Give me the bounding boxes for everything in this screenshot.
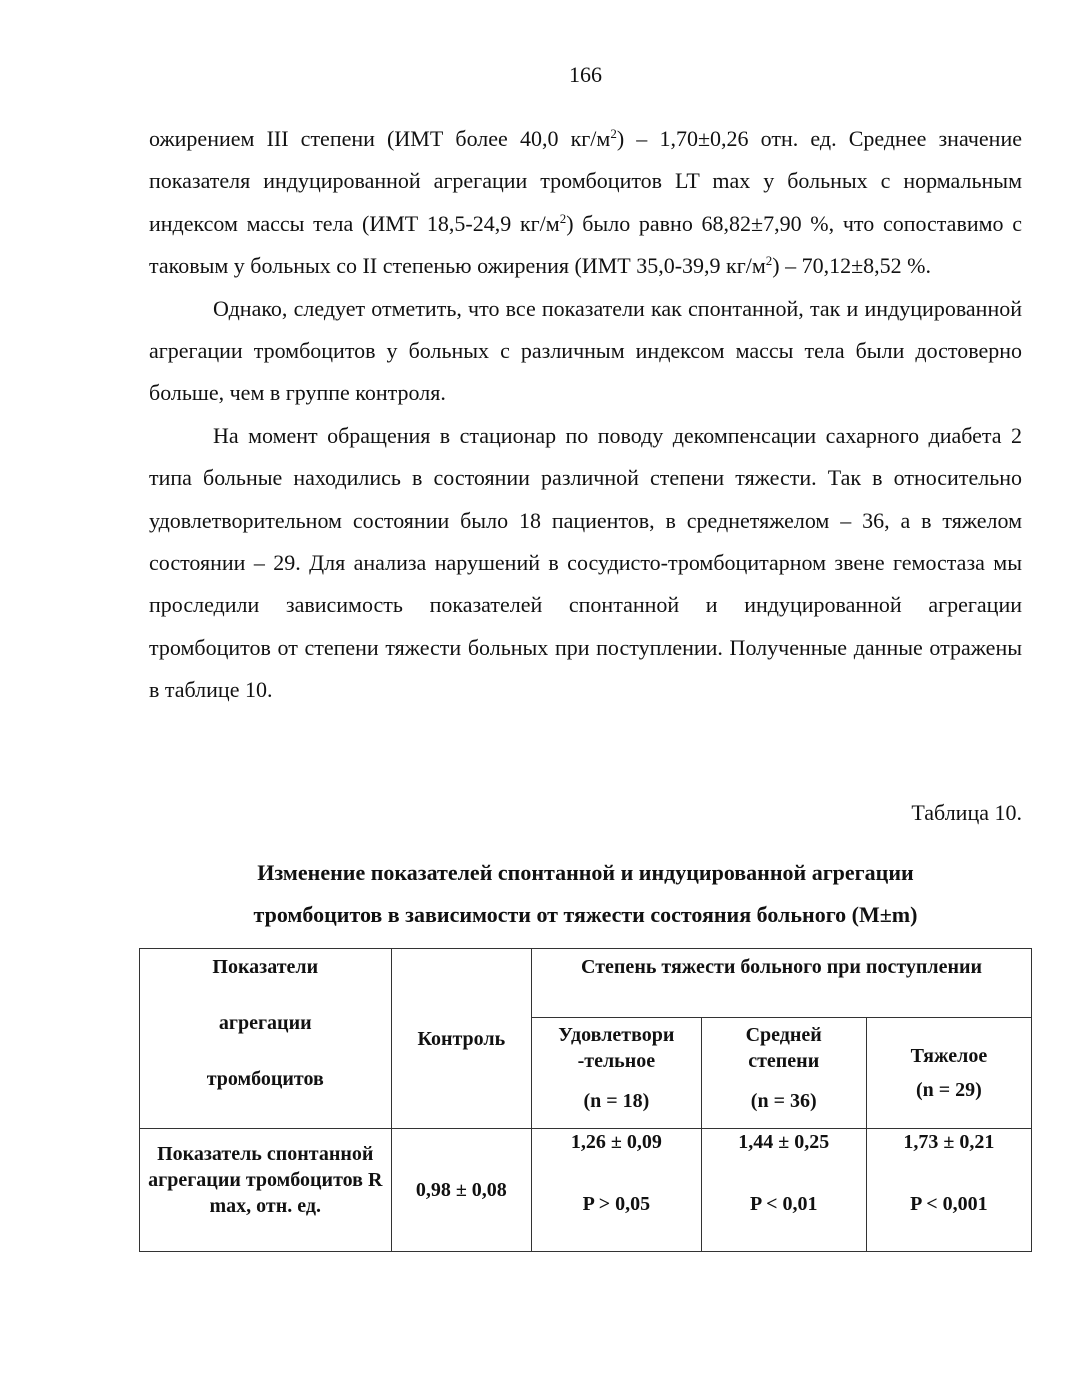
header-severe xyxy=(866,1018,1031,1129)
header-moderate-line-1: Средней xyxy=(745,1024,822,1046)
row-moderate xyxy=(701,1129,866,1252)
header-indicator-line-2: агрегации xyxy=(218,1012,312,1034)
header-severe-label: Тяжелое xyxy=(910,1045,988,1067)
header-indicator-line-3: тромбоцитов xyxy=(206,1068,324,1090)
row-satisfactory-value: 1,26 ± 0,09 xyxy=(570,1131,662,1153)
header-satisfactory-n: (n = 18) xyxy=(583,1090,650,1112)
header-satisfactory-line-1: Удовлетвори xyxy=(558,1024,675,1046)
paragraph-1 xyxy=(149,118,1022,288)
table-header-row-1 xyxy=(140,949,1032,1018)
body-text xyxy=(149,118,1022,712)
header-severe-n: (n = 29) xyxy=(915,1079,982,1101)
table-caption: Таблица 10. xyxy=(911,800,1022,825)
paragraph-2: Однако, следует отметить, что все показатели как спонтанной, так и индуцированной агрегации тромбоцитов у больных с различным индексом массы тела были достоверно больше, чем в группе контроля. xyxy=(149,295,1022,406)
page-number: 166 xyxy=(569,62,602,87)
row-severe xyxy=(866,1129,1031,1252)
superscript: 2 xyxy=(559,210,567,226)
header-satisfactory xyxy=(532,1018,702,1129)
header-severity: Степень тяжести больного при поступлении xyxy=(532,949,1032,1018)
table-row xyxy=(140,1129,1032,1252)
header-moderate-n: (n = 36) xyxy=(750,1090,817,1112)
row-moderate-value: 1,44 ± 0,25 xyxy=(738,1131,830,1153)
table-title xyxy=(149,852,1022,936)
row-control: 0,98 ± 0,08 xyxy=(391,1129,532,1252)
paragraph-1-part-4: ) – 70,12±8,52 %. xyxy=(772,253,931,279)
paragraph-1-part-2: ) – 1,70±0,26 отн. ед. Среднее значение показателя индуцированной агрегации тромбоцитов LT max у больных с нормальным индексом массы тела (ИМТ 18,5-24,9 кг/м xyxy=(149,126,1022,236)
table-title-line-2: тромбоцитов в зависимости от тяжести состояния больного (M±m) xyxy=(253,902,918,927)
header-indicator-line-1: Показатели xyxy=(212,956,319,978)
row-severe-value: 1,73 ± 0,21 xyxy=(903,1131,995,1153)
table-title-line-1: Изменение показателей спонтанной и индуцированной агрегации xyxy=(257,860,914,885)
row-indicator: Показатель спонтанной агрегации тромбоцитов R max, отн. ед. xyxy=(140,1129,392,1252)
row-satisfactory-p: P > 0,05 xyxy=(582,1193,651,1215)
header-indicator xyxy=(140,949,392,1129)
header-moderate-line-2: степени xyxy=(748,1050,820,1072)
superscript: 2 xyxy=(610,126,617,141)
data-table xyxy=(139,948,1032,1252)
header-satisfactory-line-2: -тельное xyxy=(577,1050,656,1072)
row-moderate-p: P < 0,01 xyxy=(749,1193,818,1215)
paragraph-1-part-3: ) было равно 68,82±7,90 %, что сопоставимо с таковым у больных со II степенью ожирения (ИМТ 35,0-39,9 кг/м xyxy=(149,210,1022,279)
superscript: 2 xyxy=(765,253,773,269)
paragraph-3: На момент обращения в стационар по поводу декомпенсации сахарного диабета 2 типа больные находились в состоянии различной степени тяжести. Так в относительно удовлетворительном состоянии было 18 пациентов, в среднетяжелом – 36, а в тяжелом состоянии – 29. Для анализа нарушений в сосудисто-тромбоцитарном звене гемостаза мы проследили зависимость показателей спонтанной и индуцированной агрегации тромбоцитов от степени тяжести больных при поступлении. Полученные данные отражены в таблице 10. xyxy=(149,422,1022,703)
header-moderate xyxy=(701,1018,866,1129)
paragraph-1-part-1: ожирением III степени (ИМТ более 40,0 кг/м xyxy=(149,126,611,151)
header-control: Контроль xyxy=(391,949,532,1129)
row-severe-p: P < 0,001 xyxy=(910,1193,988,1215)
row-satisfactory xyxy=(532,1129,702,1252)
